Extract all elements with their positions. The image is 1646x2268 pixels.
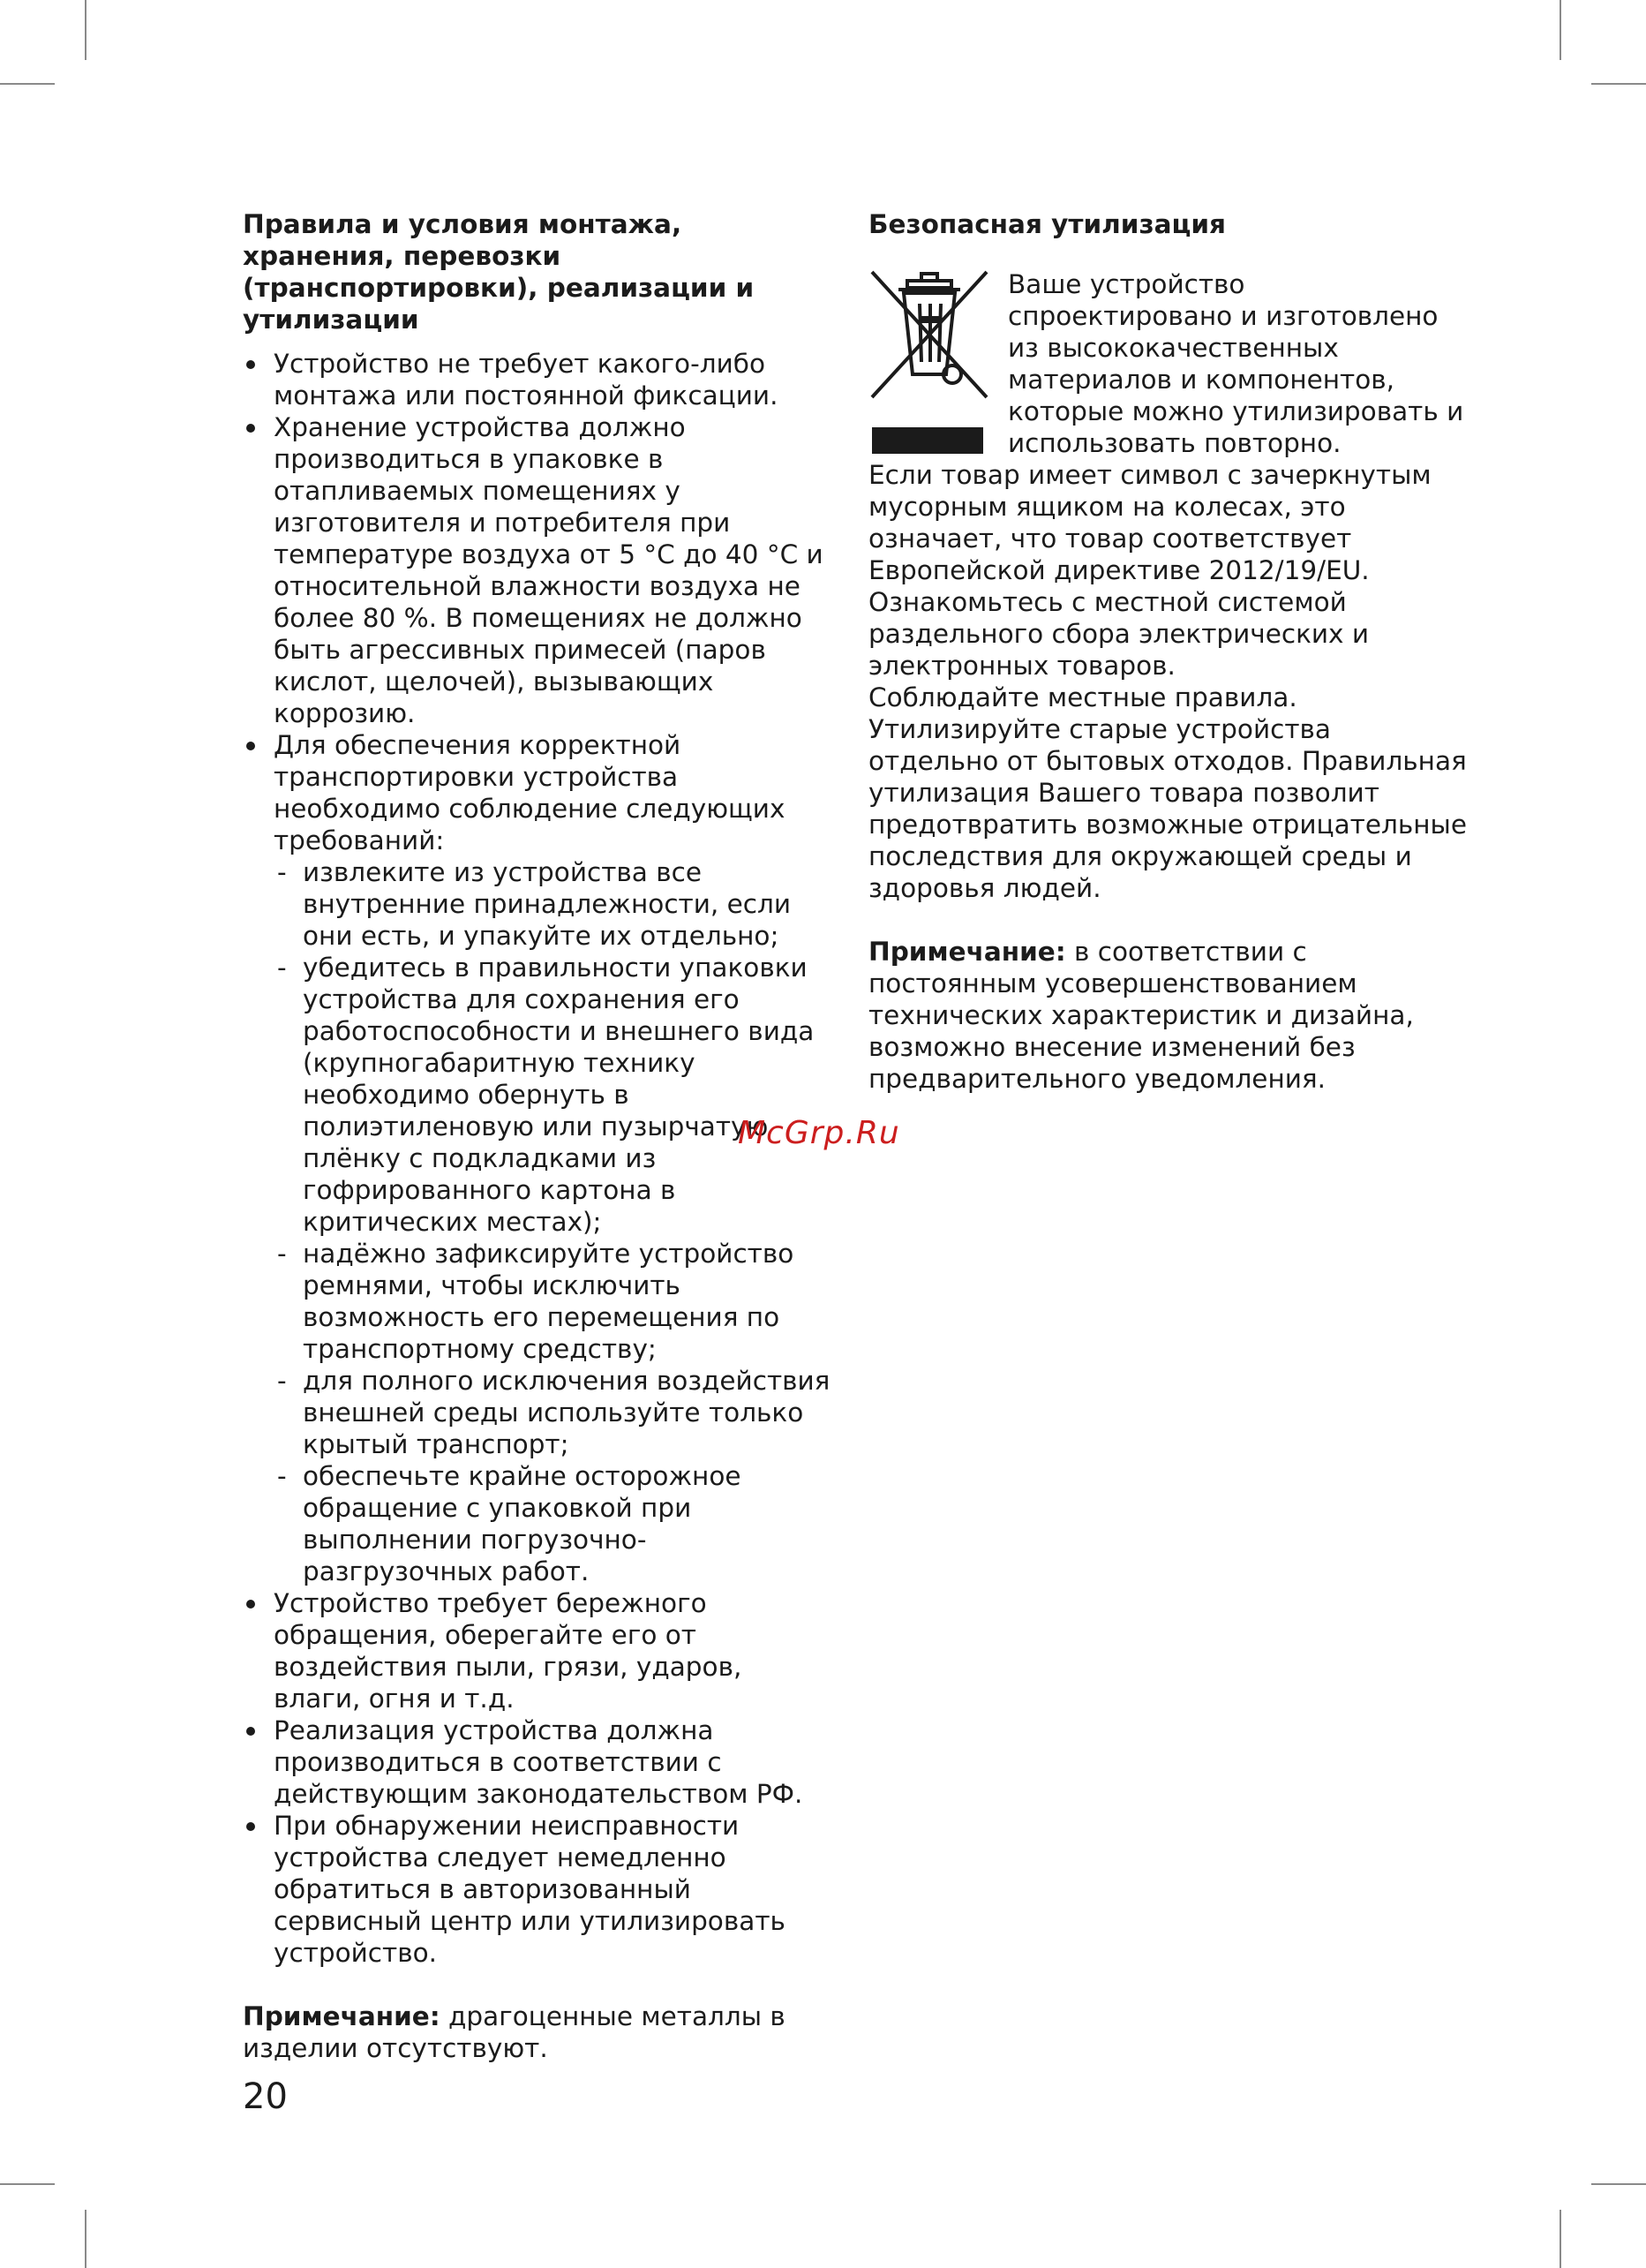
note-text: драгоценные металлы в изделии отсутствуют. [243,2001,785,2063]
paragraph: Если товар имеет символ с зачеркнутым мусорным ящиком на колесах, это означает, что товар соответствует Европейской директиве 2012/19/EU. [868,460,1432,585]
weee-block [868,208,1469,459]
list-item: Устройство не требует какого-либо монтажа или постоянной фиксации. [243,348,834,411]
list-item: При обнаружении неисправности устройства следует немедленно обратиться в авторизованный сервисный центр или утилизировать устройство. [243,1810,834,1969]
crop-mark [1560,0,1561,60]
crop-mark [1591,2183,1646,2185]
section-heading-installation: Правила и условия монтажа, хранения, перевозки (транспортировки), реализации и утилизации [243,209,755,335]
list-item: Реализация устройства должна производиться в соответствии с действующим законодательством РФ. [243,1714,834,1810]
intro-text: Ваше устройство спроектировано и изготовлено из высококачественных материалов и компонентов, которые можно утилизировать и использовать повторно. [1008,269,1464,458]
transport-sublist [274,856,834,1587]
page-number: 20 [243,2076,288,2117]
crop-mark [0,2183,55,2185]
crossed-out-wheelie-bin-icon [868,268,990,401]
watermark: McGrp.Ru [738,1115,900,1151]
crop-mark [1591,83,1646,85]
note-text: в соответствии с постоянным усовершенствованием технических характеристик и дизайна, возможно внесение изменений без предварительного уведомления. [868,937,1414,1094]
list-item: Хранение устройства должно производиться в упаковке в отапливаемых помещениях у изготовителя и потребителя при температуре воздуха от 5 °C до 40 °C и относительной влажности воздуха не более 80 %. В помещениях не должно быть агрессивных примесей (паров кислот, щелочей), вызывающих коррозию. [243,411,834,729]
crop-mark [85,2210,86,2268]
weee-marking-bar [872,427,983,454]
list-item: Для обеспечения корректной транспортировки устройства необходимо соблюдение следующих требований: - извлеките из устройства все внутренние принадлежности, если они есть, и упакуйте их отдельно; - убедитесь в правильности упаковки устройства для сохранения его работоспособности и внешнего вида (крупногабаритную технику необходимо обернуть в полиэтиленовую или пузырчатую плёнку с подкладками из гофрированного картона в критических местах); - надёжно зафиксируйте устройство ремнями, чтобы исключить возможность его перемещения по транспортному средству; - для полного исключения воздействия внешней среды используйте только крытый транспорт; - обеспечьте крайне осторожное обращение с упаковкой при выполнении погрузочно-разгрузочных работ. [243,729,834,1587]
note-label: Примечание: [868,937,1066,967]
sub-list-item: - надёжно зафиксируйте устройство ремнями, чтобы исключить возможность его перемещения по транспортному средству; [274,1238,834,1365]
sub-list-item: - обеспечьте крайне осторожное обращение с упаковкой при выполнении погрузочно-разгрузочных работ. [274,1460,834,1587]
sub-list-item: - извлеките из устройства все внутренние принадлежности, если они есть, и упакуйте их отдельно; [274,856,834,952]
crop-mark [0,83,55,85]
crop-mark [1560,2210,1561,2268]
paragraph: Утилизируйте старые устройства отдельно от бытовых отходов. Правильная утилизация Вашего товара позволит предотвратить возможные отрицательные последствия для окружающей среды и здоровья людей. [868,714,1467,903]
note-specifications [868,936,1469,1095]
right-column [868,208,1469,1095]
paragraph: Ознакомьтесь с местной системой раздельного сбора электрических и электронных товаров. [868,587,1370,681]
sub-list-item: - убедитесь в правильности упаковки устройства для сохранения его работоспособности и внешнего вида (крупногабаритную технику необходимо обернуть в полиэтиленовую или пузырчатую плёнку с подкладками из гофрированного картона в критических местах); [274,952,834,1238]
section-heading-disposal: Безопасная утилизация [868,209,1226,239]
list-item: Устройство требует бережного обращения, оберегайте его от воздействия пыли, грязи, ударов, влаги, огня и т.д. [243,1587,834,1714]
note-label: Примечание: [243,2001,440,2031]
crop-mark [85,0,86,60]
requirements-list [243,348,834,1969]
paragraph: Соблюдайте местные правила. [868,682,1297,712]
note-precious-metals [243,2001,834,2064]
sub-list-item: - для полного исключения воздействия внешней среды используйте только крытый транспорт; [274,1365,834,1460]
